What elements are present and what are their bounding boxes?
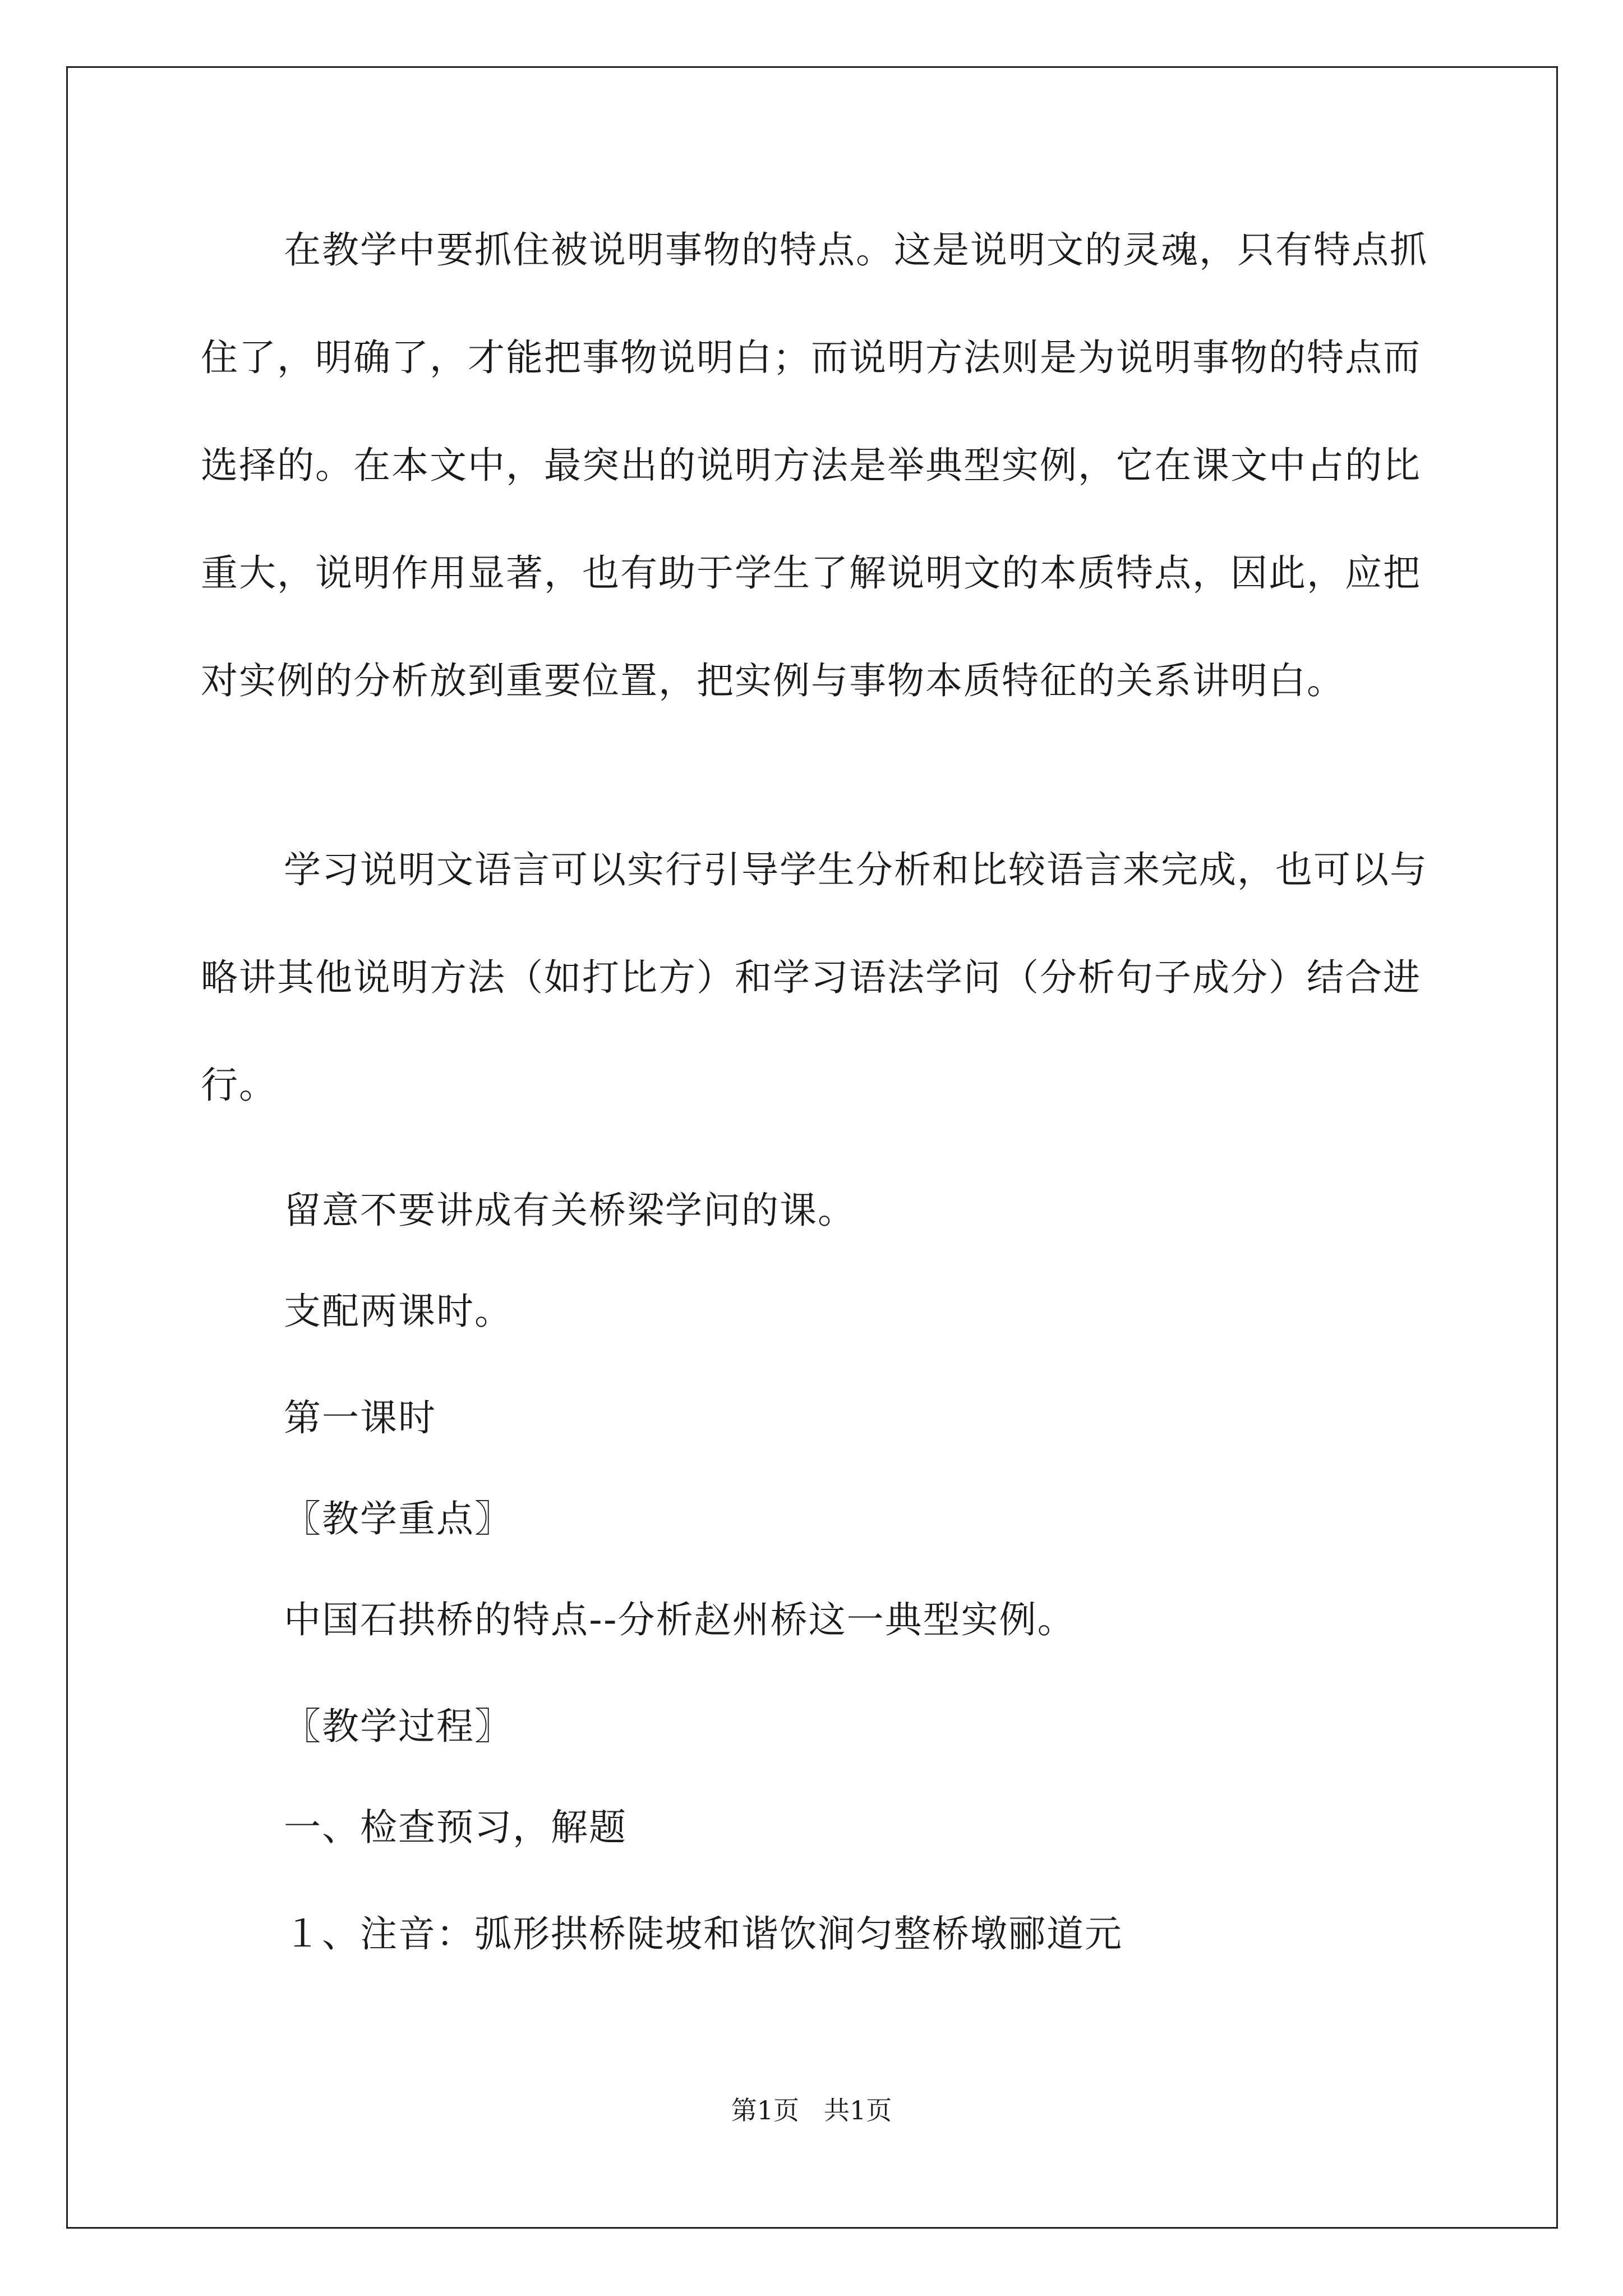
page-footer	[0, 2093, 1623, 2127]
paragraph-language-study: 学习说明文语言可以实行引导学生分析和比较语言来完成，也可以与略讲其他说明方法（如打比方）和学习语法学问（分析句子成分）结合进行。	[201, 848, 1428, 1107]
page-total: 共1页	[824, 2095, 892, 2125]
paragraph-teaching-focus: 在教学中要抓住被说明事物的特点。这是说明文的灵魂，只有特点抓住了，明确了，才能把事物说明白；而说明方法则是为说明事物的特点而选择的。在本文中，最突出的说明方法是举典型实例，它在课文中占的比重大，说明作用显著，也有助于学生了解说明文的本质特点，因此，应把对实例的分析放到重要位置，把实例与事物本质特征的关系讲明白。	[201, 228, 1428, 702]
section-heading-teaching-process: 〖教学过程〗	[284, 1705, 513, 1748]
text-line-schedule: 支配两课时。	[284, 1290, 513, 1333]
section-heading-first-lesson: 第一课时	[284, 1396, 436, 1439]
text-line-note: 留意不要讲成有关桥梁学问的课。	[284, 1189, 856, 1232]
text-line-pronunciation: １、注音：弧形拱桥陡坡和谐饮涧匀整桥墩郦道元	[284, 1912, 1123, 1955]
page-number: 第1页	[731, 2095, 799, 2125]
text-line-step-one: 一、检查预习，解题	[284, 1806, 627, 1849]
text-line-key-point: 中国石拱桥的特点--分析赵州桥这一典型实例。	[284, 1598, 1076, 1641]
section-heading-teaching-key: 〖教学重点〗	[284, 1497, 513, 1540]
